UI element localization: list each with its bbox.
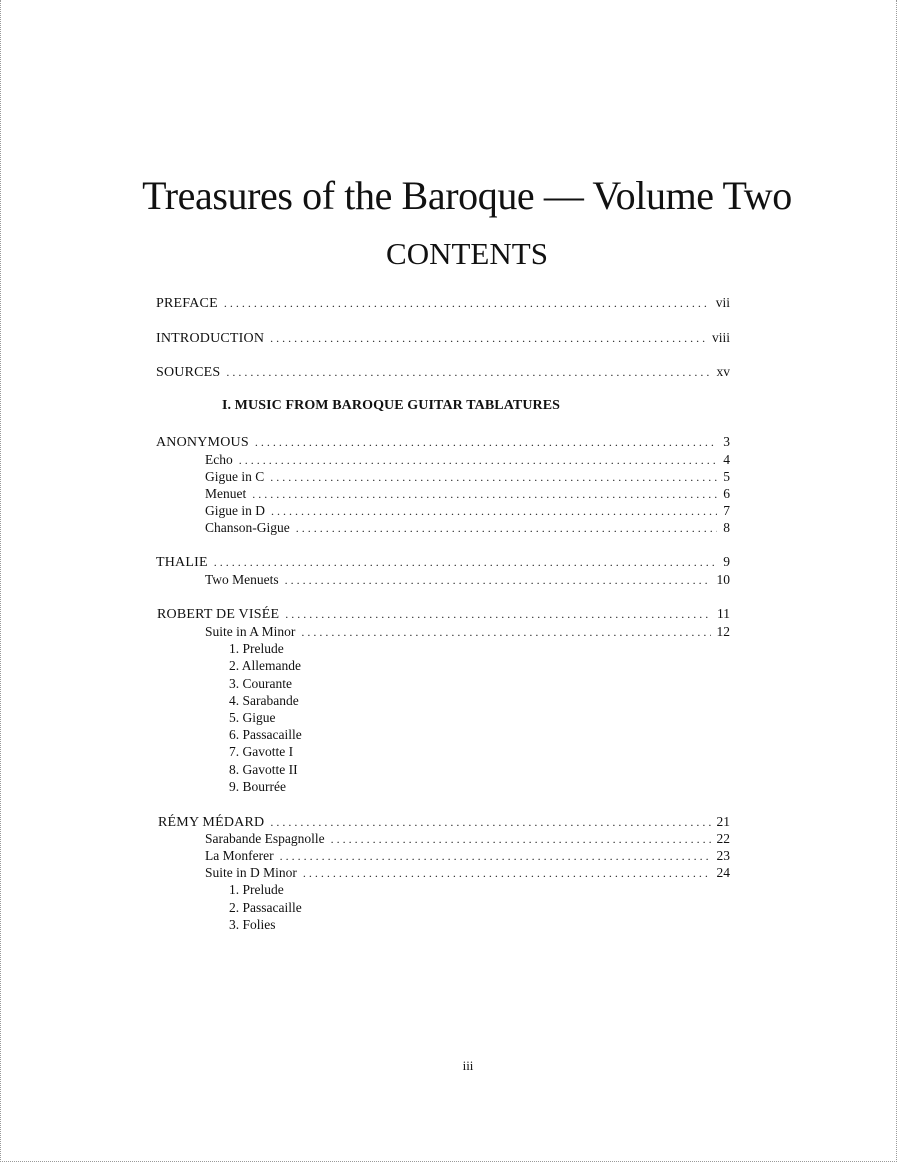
leader-dots — [214, 554, 718, 571]
leader-dots — [239, 452, 718, 469]
book-title: Treasures of the Baroque — Volume Two — [142, 173, 792, 218]
section-heading: I. MUSIC FROM BAROQUE GUITAR TABLATURES — [221, 398, 561, 413]
piece-title: Gigue in D — [205, 503, 265, 518]
leader-dots — [303, 865, 711, 882]
leader-dots — [331, 831, 711, 848]
toc-entry-page: vii — [715, 295, 730, 310]
toc-entry-page: 10 — [716, 572, 730, 587]
movement-item: 1. Prelude — [229, 641, 284, 656]
toc-entry-label: INTRODUCTION — [156, 331, 265, 346]
toc-entry-piece[interactable] — [205, 468, 730, 486]
toc-entry-page: 12 — [716, 624, 730, 639]
piece-title: Menuet — [205, 486, 247, 501]
toc-entry-page: 6 — [723, 486, 730, 501]
movement-item: 3. Folies — [229, 917, 276, 932]
toc-entry-introduction[interactable] — [156, 329, 730, 347]
toc-entry-piece[interactable] — [205, 502, 730, 520]
leader-dots — [255, 434, 717, 451]
toc-entry-composer[interactable] — [156, 433, 730, 451]
leader-dots — [270, 814, 710, 831]
toc-entry-piece[interactable] — [205, 451, 730, 469]
toc-entry-page: 5 — [723, 469, 730, 484]
toc-entry-sources[interactable] — [156, 363, 730, 381]
toc-entry-page: 4 — [723, 452, 730, 467]
toc-entry-piece[interactable] — [205, 847, 730, 865]
leader-dots — [226, 364, 710, 381]
toc-entry-piece[interactable] — [205, 485, 730, 503]
piece-title: Suite in D Minor — [205, 865, 297, 880]
piece-title: Suite in A Minor — [205, 624, 296, 639]
toc-entry-piece[interactable] — [205, 623, 730, 641]
toc-entry-piece[interactable] — [205, 864, 730, 882]
piece-title: Chanson-Gigue — [205, 520, 290, 535]
movement-item: 2. Passacaille — [229, 900, 302, 915]
toc-entry-page: 21 — [716, 814, 730, 829]
page-number: iii — [462, 1058, 474, 1073]
movement-item: 2. Allemande — [229, 658, 301, 673]
movement-item: 3. Courante — [229, 676, 292, 691]
movement-item: 4. Sarabande — [229, 693, 299, 708]
movement-item: 8. Gavotte II — [229, 762, 298, 777]
piece-title: Gigue in C — [205, 469, 265, 484]
leader-dots — [252, 486, 717, 503]
toc-entry-composer[interactable] — [157, 605, 730, 623]
toc-entry-composer[interactable] — [156, 553, 730, 571]
toc-entry-piece[interactable] — [205, 571, 730, 589]
leader-dots — [270, 469, 717, 486]
toc-entry-page: xv — [716, 364, 730, 379]
piece-title: Sarabande Espagnolle — [205, 831, 325, 846]
toc-entry-page: 3 — [723, 434, 730, 449]
contents-heading: CONTENTS — [386, 236, 548, 271]
movement-item: 9. Bourrée — [229, 779, 286, 794]
leader-dots — [224, 295, 710, 312]
toc-entry-piece[interactable] — [205, 519, 730, 537]
toc-entry-page: 23 — [716, 848, 730, 863]
composer-name: RÉMY MÉDARD — [158, 815, 265, 830]
leader-dots — [280, 848, 711, 865]
piece-title: Echo — [205, 452, 233, 467]
composer-name: THALIE — [156, 555, 208, 570]
composer-name: ANONYMOUS — [156, 435, 249, 450]
leader-dots — [301, 624, 710, 641]
toc-entry-piece[interactable] — [205, 830, 730, 848]
toc-entry-label: PREFACE — [156, 296, 218, 311]
toc-entry-page: viii — [711, 330, 730, 345]
toc-entry-preface[interactable] — [156, 294, 730, 312]
toc-entry-composer[interactable] — [158, 813, 730, 831]
movement-item: 5. Gigue — [229, 710, 276, 725]
movement-item: 7. Gavotte I — [229, 744, 294, 759]
movement-item: 1. Prelude — [229, 882, 284, 897]
composer-name: ROBERT DE VISÉE — [157, 607, 280, 622]
piece-title: Two Menuets — [205, 572, 279, 587]
leader-dots — [285, 572, 711, 589]
toc-entry-page: 7 — [723, 503, 730, 518]
toc-entry-page: 11 — [717, 606, 730, 621]
toc-entry-page: 24 — [716, 865, 730, 880]
leader-dots — [271, 503, 717, 520]
toc-entry-page: 22 — [716, 831, 730, 846]
toc-entry-page: 9 — [723, 554, 730, 569]
movement-item: 6. Passacaille — [229, 727, 302, 742]
piece-title: La Monferer — [205, 848, 274, 863]
leader-dots — [270, 330, 706, 347]
leader-dots — [296, 520, 718, 537]
leader-dots — [285, 606, 711, 623]
toc-entry-label: SOURCES — [156, 365, 221, 380]
toc-entry-page: 8 — [723, 520, 730, 535]
